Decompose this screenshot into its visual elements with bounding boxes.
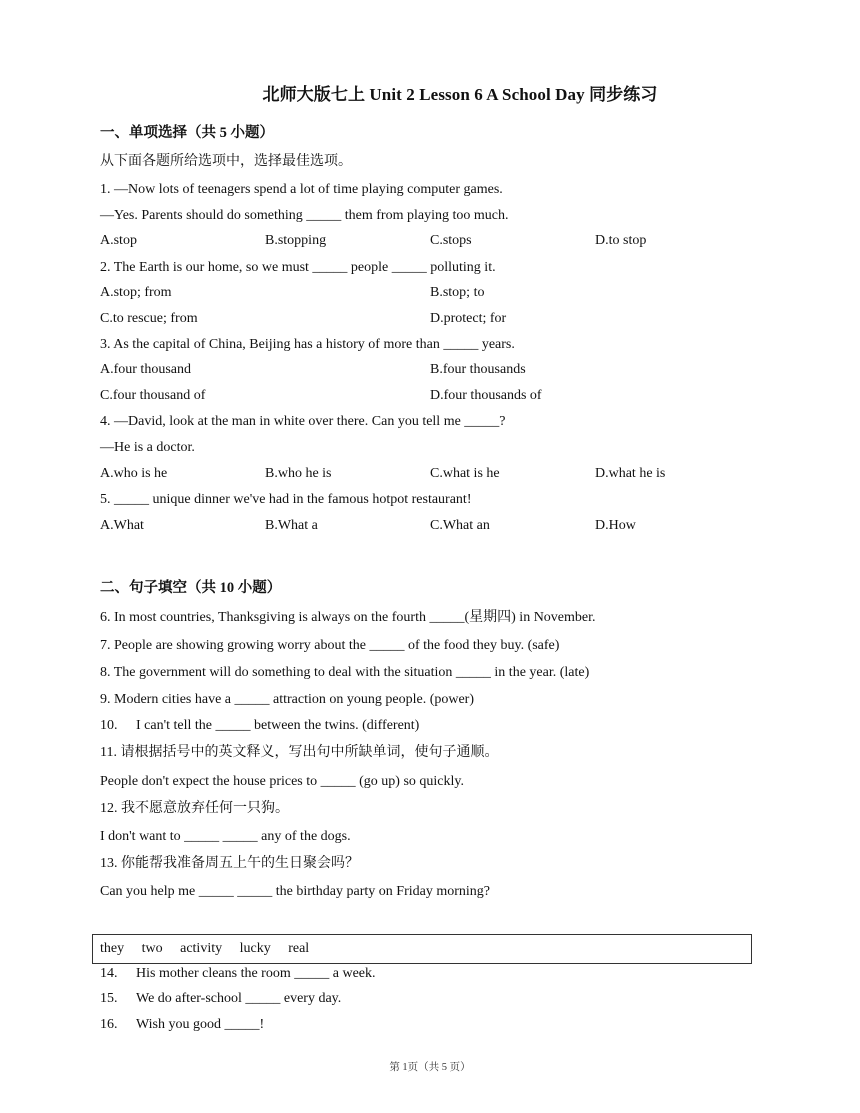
q1-line1: 1. —Now lots of teenagers spend a lot of time playing computer games. — [100, 182, 503, 197]
q15-number: 15. — [100, 991, 118, 1006]
q1-option-d: D.to stop — [595, 233, 647, 248]
section1-heading: 一、单项选择（共 5 小题） — [100, 125, 274, 141]
q3-option-b: B.four thousands — [430, 362, 526, 377]
q12-chinese: 12. 我不愿意放弃任何一只狗。 — [100, 801, 289, 816]
q14-line — [100, 964, 376, 984]
q9-text: 9. Modern cities have a _____ attraction on young people. (power) — [100, 692, 475, 707]
word-bank-item: two — [141, 941, 163, 956]
word-bank-box — [92, 934, 752, 964]
q1-line2: —Yes. Parents should do something _____ them from playing too much. — [100, 208, 509, 223]
q4-line2: —He is a doctor. — [100, 440, 195, 455]
q10-line — [100, 716, 419, 736]
q1-option-a: A.stop — [100, 233, 137, 248]
q2-option-c: C.to rescue; from — [100, 311, 198, 326]
q14-number: 14. — [100, 966, 118, 981]
q10-text: I can't tell the _____ between the twins. (different) — [136, 718, 420, 733]
q12-text: I don't want to _____ _____ any of the dogs. — [100, 829, 351, 844]
q5-line1: 5. _____ unique dinner we've had in the famous hotpot restaurant! — [100, 492, 472, 507]
q3-option-a: A.four thousand — [100, 362, 191, 377]
q11-text: People don't expect the house prices to _____ (go up) so quickly. — [100, 774, 464, 789]
q5-option-c: C.What an — [430, 518, 490, 533]
q3-line1: 3. As the capital of China, Beijing has a history of more than _____ years. — [100, 337, 515, 352]
q5-option-d: D.How — [595, 518, 636, 533]
q2-option-b: B.stop; to — [430, 285, 485, 300]
word-bank-item: lucky — [239, 941, 271, 956]
q4-option-d: D.what he is — [595, 466, 666, 481]
q4-option-b: B.who he is — [265, 466, 332, 481]
word-bank-item: they — [100, 941, 125, 956]
q1-option-b: B.stopping — [265, 233, 327, 248]
q2-option-a: A.stop; from — [100, 285, 172, 300]
q4-option-a: A.who is he — [100, 466, 168, 481]
word-bank-item: real — [288, 941, 310, 956]
section2-heading: 二、句子填空（共 10 小题） — [100, 580, 282, 596]
q16-number: 16. — [100, 1017, 118, 1032]
q3-option-c: C.four thousand of — [100, 388, 206, 403]
q7-text: 7. People are showing growing worry about the _____ of the food they buy. (safe) — [100, 638, 560, 653]
q15-line — [100, 989, 341, 1009]
q8-text: 8. The government will do something to deal with the situation _____ in the year. (late) — [100, 665, 590, 680]
q2-line1: 2. The Earth is our home, so we must _____ people _____ polluting it. — [100, 260, 496, 275]
q5-option-a: A.What — [100, 518, 144, 533]
q16-line — [100, 1015, 264, 1035]
q10-number: 10. — [100, 718, 118, 733]
q16-text: Wish you good _____! — [136, 1017, 265, 1032]
section1-instruction: 从下面各题所给选项中，选择最佳选项。 — [100, 154, 352, 169]
q11-instruction: 11. 请根据括号中的英文释义，写出句中所缺单词，使句子通顺。 — [100, 745, 499, 760]
q13-text: Can you help me _____ _____ the birthday party on Friday morning? — [100, 884, 490, 899]
q4-option-c: C.what is he — [430, 466, 500, 481]
q15-text: We do after-school _____ every day. — [136, 991, 342, 1006]
q3-option-d: D.four thousands of — [430, 388, 542, 403]
document-title: 北师大版七上 Unit 2 Lesson 6 A School Day 同步练习 — [262, 85, 658, 104]
q14-text: His mother cleans the room _____ a week. — [136, 966, 376, 981]
page-footer: 第 1页（共 5 页） — [389, 1062, 471, 1073]
word-bank-item: activity — [180, 941, 223, 956]
q5-option-b: B.What a — [265, 518, 318, 533]
q13-chinese: 13. 你能帮我准备周五上午的生日聚会吗？ — [100, 856, 359, 871]
q2-option-d: D.protect; for — [430, 311, 507, 326]
q4-line1: 4. —David, look at the man in white over there. Can you tell me _____? — [100, 414, 506, 429]
q6-text: 6. In most countries, Thanksgiving is always on the fourth _____(星期四) in November. — [100, 610, 596, 625]
q1-option-c: C.stops — [430, 233, 472, 248]
